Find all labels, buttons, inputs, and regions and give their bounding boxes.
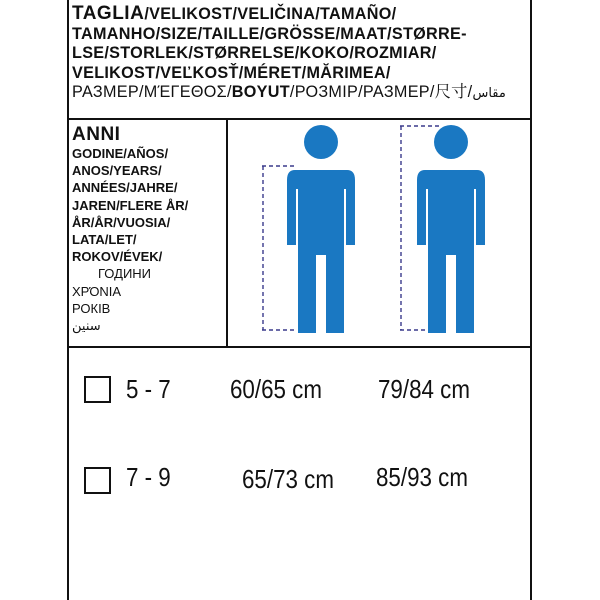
years-line: JAREN/FLERE ÅR/ bbox=[72, 197, 189, 213]
years-line: ÅR/ÅR/VUOSIA/ bbox=[72, 214, 171, 230]
size-line-2: TAMANHO/SIZE/TAILLE/GRÖSSE/MAAT/STØRRE- bbox=[72, 24, 467, 43]
years-line: ANNÉES/JAHRE/ bbox=[72, 180, 178, 196]
years-line-rokiv: РОКІВ bbox=[72, 300, 111, 316]
waist-value: 60/65 cm bbox=[230, 374, 322, 404]
divider-top bbox=[67, 118, 532, 120]
age-value: 7 - 9 bbox=[126, 462, 171, 492]
years-line: ROKOV/ÉVEK/ bbox=[72, 249, 163, 265]
size-line-1: TAGLIA/VELIKOST/VELIČINA/TAMAÑO/ bbox=[72, 3, 397, 24]
size-title: TAGLIA bbox=[72, 3, 145, 24]
years-line-arabic: سنين bbox=[72, 318, 101, 334]
size-header bbox=[72, 4, 528, 103]
waist-figure-icon bbox=[258, 124, 368, 336]
years-line: GODINE/AÑOS/ bbox=[72, 146, 169, 161]
age-value: 5 - 7 bbox=[126, 374, 171, 404]
divider-middle bbox=[67, 346, 532, 348]
divider-vertical bbox=[226, 120, 228, 346]
checkbox-row-1[interactable] bbox=[84, 376, 111, 403]
height-figure-icon bbox=[396, 124, 506, 336]
years-header bbox=[72, 124, 224, 334]
checkbox-row-2[interactable] bbox=[84, 467, 111, 494]
height-value: 79/84 cm bbox=[378, 374, 470, 404]
size-line-3: LSE/STORLEK/STØRRELSE/KOKO/ROZMIAR/ bbox=[72, 44, 437, 62]
size-line-5: РАЗМЕР/ΜΈΓΕΘΟΣ/BOYUT/РОЗМІР/РАЗМЕР/尺寸/مقاس bbox=[72, 83, 506, 101]
waist-value: 65/73 cm bbox=[242, 464, 334, 494]
years-line: LATA/LET/ bbox=[72, 232, 137, 248]
size-line-4: VELIKOST/VEĽKOSŤ/MÉRET/MĂRIMEA/ bbox=[72, 63, 391, 82]
years-line: ANOS/YEARS/ bbox=[72, 163, 162, 179]
years-line-chronia: ΧΡΌΝΙΑ bbox=[72, 283, 122, 299]
height-value: 85/93 cm bbox=[376, 462, 468, 492]
years-line-godini: ГОДИНИ bbox=[98, 266, 152, 282]
years-title: ANNI bbox=[72, 124, 121, 145]
